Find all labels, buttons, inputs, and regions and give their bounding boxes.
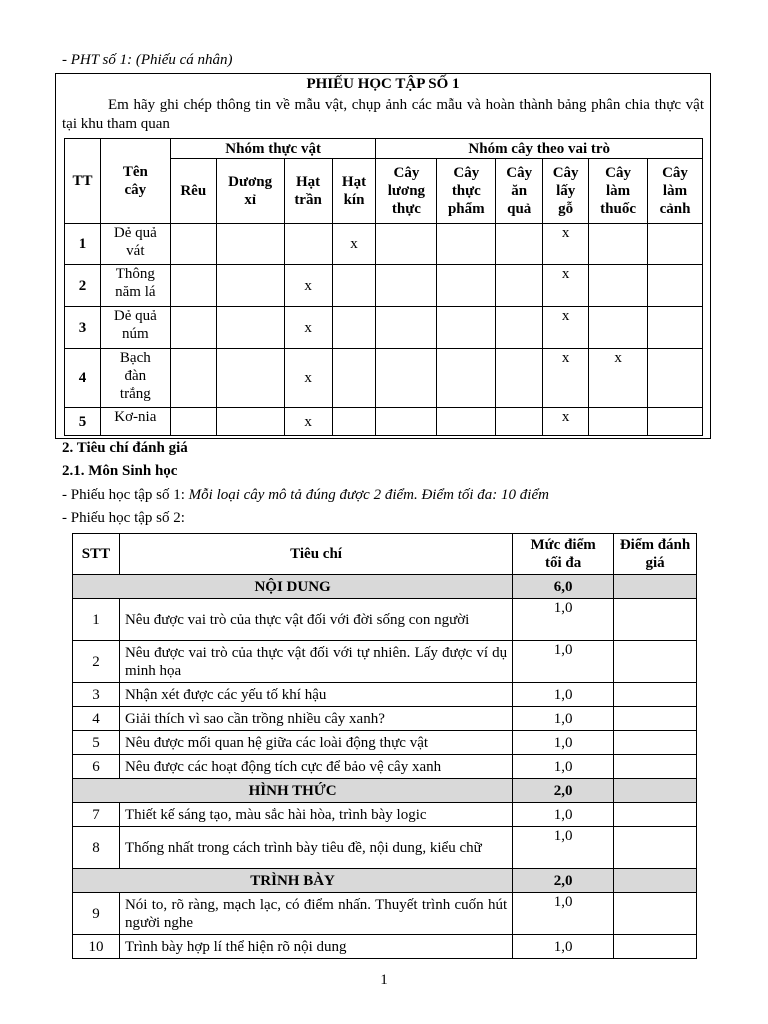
rubric-item-criteria: Nêu được các hoạt động tích cực để bảo vệ cây xanh [119,755,512,779]
rubric-item-max: 1,0 [513,755,614,779]
subheader-4: Cây lương thực [376,159,437,224]
rubric-table [72,533,697,959]
rubric-item-criteria: Giải thích vì sao cần trồng nhiều cây xanh? [119,707,512,731]
rubric-group-row [73,869,697,893]
header-name: Tên cây [100,139,170,224]
rubric-item-score-cell[interactable] [614,707,697,731]
plant-mark-cell [589,408,648,436]
rubric-item-criteria: Nêu được vai trò của thực vật đối với tự nhiên. Lấy được ví dụ minh họa [119,641,512,683]
plant-mark-cell [376,349,437,408]
plant-mark-cell [376,408,437,436]
plant-row-number: 3 [65,307,101,349]
rubric-item-score-cell[interactable] [614,641,697,683]
plant-mark-cell: x [284,408,332,436]
plant-mark-cell [589,265,648,307]
rubric-item-score-cell[interactable] [614,683,697,707]
rubric-item-criteria: Nói to, rõ ràng, mạch lạc, có điểm nhấn. Thuyết trình cuốn hút người nghe [119,893,512,935]
rubric-header-stt: STT [73,534,120,575]
plant-mark-cell [376,265,437,307]
plant-mark-cell: x [543,349,589,408]
plant-row [65,349,703,408]
subheader-6: Cây ăn quả [496,159,543,224]
plant-name: Kơ-nia [100,408,170,436]
section-2-1-heading: 2.1. Môn Sinh học [62,463,178,479]
rubric-group-total: 6,0 [513,575,614,599]
plant-mark-cell [496,408,543,436]
plant-mark-cell [332,265,376,307]
plant-name: Dẻ quả vát [100,224,170,265]
rubric-item-row [73,599,697,641]
subheader-9: Cây làm cảnh [648,159,703,224]
plant-mark-cell [376,307,437,349]
rubric-item-stt: 9 [73,893,120,935]
rubric-item-criteria: Trình bày hợp lí thể hiện rõ nội dung [119,935,512,959]
rubric-item-score-cell[interactable] [614,731,697,755]
plant-mark-cell [437,408,496,436]
subheader-0: Rêu [170,159,216,224]
rubric-header-criteria: Tiêu chí [119,534,512,575]
rubric-item-score-cell[interactable] [614,827,697,869]
worksheet-box [55,73,711,439]
plant-mark-cell [496,224,543,265]
plant-row-number: 1 [65,224,101,265]
plant-mark-cell: x [332,224,376,265]
plant-mark-cell [170,349,216,408]
plant-mark-cell [648,265,703,307]
plant-mark-cell [170,408,216,436]
plant-mark-cell [437,224,496,265]
subheader-1: Dương xỉ [216,159,284,224]
rubric-item-row [73,755,697,779]
rubric-item-criteria: Nêu được vai trò của thực vật đối với đời sống con người [119,599,512,641]
plant-classification-table [64,138,703,436]
header-group-plant: Nhóm thực vật [170,139,376,159]
plant-mark-cell: x [589,349,648,408]
header-group-role: Nhóm cây theo vai trò [376,139,703,159]
plant-mark-cell [437,349,496,408]
rubric-item-row [73,641,697,683]
plant-row-number: 2 [65,265,101,307]
rubric-item-criteria: Thiết kế sáng tạo, màu sắc hài hòa, trình bày logic [119,803,512,827]
rubric-item-row [73,827,697,869]
plant-mark-cell [496,265,543,307]
subheader-7: Cây lấy gỗ [543,159,589,224]
subheader-5: Cây thực phẩm [437,159,496,224]
plant-mark-cell: x [543,307,589,349]
subheader-2: Hạt trần [284,159,332,224]
rubric-header-score: Điểm đánh giá [614,534,697,575]
plant-mark-cell: x [284,307,332,349]
rubric-item-criteria: Nêu được mối quan hệ giữa các loài động thực vật [119,731,512,755]
pht1-prefix: - Phiếu học tập số 1: [62,487,189,503]
plant-mark-cell: x [284,349,332,408]
rubric-item-score-cell[interactable] [614,803,697,827]
plant-mark-cell [437,265,496,307]
rubric-item-max: 1,0 [513,731,614,755]
pht1-text: Mỗi loại cây mô tả đúng được 2 điểm. Điểm tối đa: 10 điểm [188,487,549,503]
page-number: 1 [380,972,388,988]
rubric-item-stt: 10 [73,935,120,959]
rubric-item-max: 1,0 [513,683,614,707]
plant-mark-cell [648,307,703,349]
plant-mark-cell [589,307,648,349]
plant-mark-cell [437,307,496,349]
rubric-item-stt: 3 [73,683,120,707]
subheader-3: Hạt kín [332,159,376,224]
rubric-item-score-cell[interactable] [614,935,697,959]
intro-line: - PHT số 1: (Phiếu cá nhân) [62,52,233,68]
plant-mark-cell: x [543,408,589,436]
rubric-item-max: 1,0 [513,935,614,959]
rubric-item-stt: 6 [73,755,120,779]
plant-mark-cell [216,307,284,349]
rubric-item-row [73,707,697,731]
section-2-heading: 2. Tiêu chí đánh giá [62,440,188,456]
rubric-item-stt: 1 [73,599,120,641]
plant-name: Thông năm lá [100,265,170,307]
rubric-item-max: 1,0 [513,707,614,731]
rubric-item-row [73,803,697,827]
plant-mark-cell [284,224,332,265]
plant-mark-cell [170,224,216,265]
rubric-item-stt: 7 [73,803,120,827]
plant-mark-cell [216,265,284,307]
subheader-8: Cây làm thuốc [589,159,648,224]
pht1-criteria [62,487,549,504]
rubric-item-stt: 5 [73,731,120,755]
rubric-group-label: TRÌNH BÀY [73,869,513,893]
rubric-item-max: 1,0 [513,893,614,935]
plant-mark-cell [496,349,543,408]
plant-mark-cell [648,408,703,436]
rubric-item-score-cell[interactable] [614,893,697,935]
plant-mark-cell [170,307,216,349]
rubric-group-label: HÌNH THỨC [73,779,513,803]
rubric-item-max: 1,0 [513,803,614,827]
rubric-item-max: 1,0 [513,827,614,869]
rubric-item-score-cell[interactable] [614,599,697,641]
rubric-group-total: 2,0 [513,779,614,803]
rubric-item-stt: 2 [73,641,120,683]
pht2-label: - Phiếu học tập số 2: [62,510,185,526]
plant-mark-cell [332,349,376,408]
rubric-group-label: NỘI DUNG [73,575,513,599]
rubric-group-row [73,575,697,599]
plant-row [65,408,703,436]
rubric-item-row [73,731,697,755]
worksheet-description: Em hãy ghi chép thông tin về mẫu vật, chụp ảnh các mẫu và hoàn thành bảng phân chia thực vật tại khu tham quan [62,97,704,132]
plant-mark-cell [496,307,543,349]
plant-mark-cell [648,349,703,408]
plant-row-number: 4 [65,349,101,408]
rubric-item-max: 1,0 [513,641,614,683]
rubric-item-max: 1,0 [513,599,614,641]
plant-mark-cell [332,307,376,349]
rubric-group-score-cell [614,575,697,599]
plant-mark-cell [216,349,284,408]
rubric-item-score-cell[interactable] [614,755,697,779]
plant-mark-cell: x [543,224,589,265]
rubric-item-criteria: Nhận xét được các yếu tố khí hậu [119,683,512,707]
rubric-group-row [73,779,697,803]
rubric-item-row [73,683,697,707]
plant-mark-cell [648,224,703,265]
plant-row [65,224,703,265]
plant-row [65,265,703,307]
rubric-item-row [73,893,697,935]
plant-mark-cell [376,224,437,265]
rubric-group-total: 2,0 [513,869,614,893]
rubric-item-criteria: Thống nhất trong cách trình bày tiêu đề, nội dung, kiểu chữ [119,827,512,869]
plant-mark-cell [170,265,216,307]
plant-mark-cell [216,224,284,265]
plant-mark-cell: x [284,265,332,307]
rubric-item-row [73,935,697,959]
plant-mark-cell: x [543,265,589,307]
header-tt: TT [65,139,101,224]
rubric-item-stt: 4 [73,707,120,731]
worksheet-title: PHIẾU HỌC TẬP SỐ 1 [306,76,460,92]
rubric-item-stt: 8 [73,827,120,869]
plant-name: Bạch đàn trắng [100,349,170,408]
plant-name: Dẻ quả núm [100,307,170,349]
rubric-group-score-cell [614,779,697,803]
plant-mark-cell [216,408,284,436]
plant-row [65,307,703,349]
plant-mark-cell [332,408,376,436]
plant-mark-cell [589,224,648,265]
plant-row-number: 5 [65,408,101,436]
rubric-group-score-cell [614,869,697,893]
rubric-header-max: Mức điểm tối đa [513,534,614,575]
